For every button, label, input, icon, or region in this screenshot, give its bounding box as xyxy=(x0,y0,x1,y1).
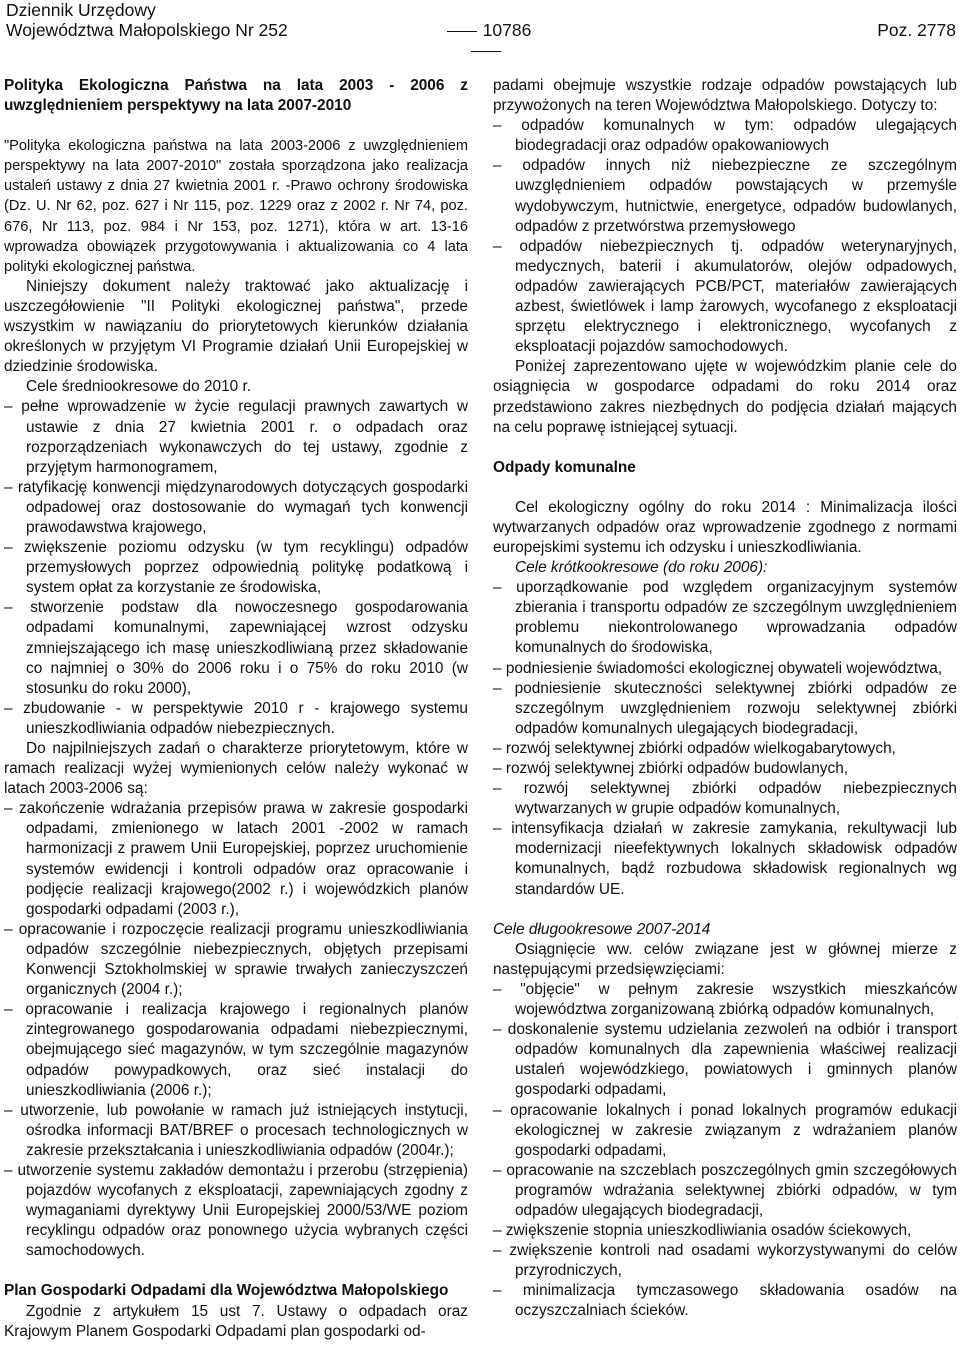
short-term-goals-label: Cele krótkookresowe (do roku 2006): xyxy=(515,559,768,577)
list-item: – odpadów komunalnych w tym: odpadów ulegających biodegradacji oraz odpadów opakowaniowych xyxy=(493,117,957,155)
publication-name: Dziennik Urzędowy xyxy=(6,0,156,20)
paragraph: Do najpilniejszych zadań o charakterze priorytetowym, które w ramach realizacji wyżej wymienionych celów należy wykonać w latach 2003-2006 są: xyxy=(4,740,468,798)
long-term-goals-label: Cele długookresowe 2007-2014 xyxy=(493,920,711,938)
list-item: – rozwój selektywnej zbiórki odpadów budowlanych, xyxy=(493,760,849,777)
list-item: – podniesienie świadomości ekologicznej obywateli województwa, xyxy=(493,659,943,677)
list-item: – doskonalenie systemu udzielania zezwoleń na odbiór i transport odpadów komunalnych dla zapewnienia właściwej realizacji ustaleń wojewódzkiego, powiatowych i gminnych planów gospodarki odpadami, xyxy=(493,1021,957,1099)
page-number: 10786 xyxy=(426,20,546,60)
list-item: – utworzenie, lub powołanie w ramach już istniejących instytucji, ośrodka informacji BAT/BREF o procesach technologicznych w zakresie przekształcania i unieszkodliwiania odpadów (2004r.); xyxy=(4,1101,468,1159)
list-item: – rozwój selektywnej zbiórki odpadów niebezpiecznych wytwarzanych w grupie odpadów komunalnych, xyxy=(493,780,957,818)
list-item: – intensyfikacja działań w zakresie zamykania, rekultywacji lub modernizacji nieefektywnych lokalnych składowisk odpadów komunalnych, bądź rozbudowa składowisk regionalnych wg standardów UE. xyxy=(493,820,957,898)
paragraph: padami obejmuje wszystkie rodzaje odpadów powstających lub przywożonych na teren Województwa Małopolskiego. Dotyczy to: xyxy=(493,77,957,115)
list-item: – opracowanie i realizacja krajowego i regionalnych planów zintegrowanego gospodarowania odpadami niebezpiecznymi, obejmującego sieć magazynów, w tym szczególnie magazynów odpadów powypadkowych, oraz sieć instalacji do unieszkodliwiania (2006 r.); xyxy=(4,1001,468,1099)
list-item: – pełne wprowadzenie w życie regulacji prawnych zawartych w ustawie z dnia 27 kwietnia 2001 r. o odpadach oraz rozporządzeniach wykonawczych do tej ustawy, zgodnie z przyjętym harmonogramem, xyxy=(4,398,468,476)
paragraph: Niniejszy dokument należy traktować jako aktualizację i uszczegółowienie "II Polityki ekologicznej państwa", przede wszystkim w nawiązaniu do priorytetowych kierunków działania określonych w przyjętym VI Programie działań Unii Europejskiej w dziedzinie środowiska. xyxy=(4,277,468,376)
list-item: – rozwój selektywnej zbiórki odpadów wielkogabarytowych, xyxy=(493,739,896,757)
list-item: – zwiększenie kontroli nad osadami wykorzystywanymi do celów przyrodniczych, xyxy=(493,1242,957,1280)
list-item: – opracowanie lokalnych i ponad lokalnych programów edukacji ekologicznej w zakresie związanym z wdrażaniem planów gospodarki odpadami, xyxy=(493,1101,957,1159)
policy-reference-paragraph: "Polityka ekologiczna państwa na lata 2003-2006 z uwzględnieniem perspektywy na lata 2007-2010" została sporządzona jako realizacja ustaleń ustawy z dnia 27 kwietnia 2001 r. -Prawo ochrony środowiska (Dz. U. Nr 62, poz. 627 i Nr 115, poz. 1229 oraz z 2002 r. Nr 74, poz. 676, Nr 113, poz. 984 i Nr 153, poz. 1271), która w art. 13-16 wprowadza obowiązek przygotowywania i aktualizowania co 4 lata polityki ekologicznej państwa. xyxy=(4,138,468,275)
paragraph: Cel ekologiczny ogólny do roku 2014 : Minimalizacja ilości wytwarzanych odpadów oraz wprowadzenie zgodnego z normami europejskimi systemu ich odzysku i unieszkodliwiania. xyxy=(493,498,957,556)
list-item: – utworzenie systemu zakładów demontażu i przerobu (strzępienia) pojazdów wycofanych z eksploatacji, zapewniających zgodny z wymaganiami dyrektywy Unii Europejskiej 2000/53/WE poziom recyklingu odpadów oraz ponownego użycia wybranych części samochodowych. xyxy=(4,1161,468,1260)
paragraph: Poniżej zaprezentowano ujęte w wojewódzkim planie cele do osiągnięcia w gospodarce odpadami do roku 2014 oraz przedstawiono zakres niezbędnych do podjęcia działań mających na celu poprawę istniejącej sytuacji. xyxy=(493,358,957,436)
paragraph: Osiągnięcie ww. celów związane jest w głównej mierze z następującymi przedsięwzięciami: xyxy=(493,940,957,978)
list-item: – zwiększenie stopnia unieszkodliwiania osadów ściekowych, xyxy=(493,1222,912,1240)
list-item: – minimalizacja tymczasowego składowania osadów na oczyszczalniach ścieków. xyxy=(493,1282,957,1320)
position-number: Poz. 2778 xyxy=(877,20,956,40)
section-heading-policy: Polityka Ekologiczna Państwa na lata 2003 - 2006 z uwzględnieniem perspektywy na lata 2007-2010 xyxy=(4,77,468,115)
list-item: – odpadów niebezpiecznych tj. odpadów weterynaryjnych, medycznych, baterii i akumulatorów, olejów odpadowych, odpadów zawierających PCB/PCT, materiałów zawierających azbest, świetlówek i lamp żarowych, wycofanego z eksploatacji sprzętu elektrycznego i elektronicznego, wycofanych z eksploatacji pojazdów samochodowych. xyxy=(493,237,957,356)
list-item: – zwiększenie poziomu odzysku (w tym recyklingu) odpadów przemysłowych poprzez odpowiednią politykę podatkową i system opłat za korzystanie ze środowiska, xyxy=(4,539,468,597)
left-column xyxy=(4,76,468,1358)
list-item: – opracowanie i rozpoczęcie realizacji programu unieszkodliwiania odpadów szczególnie niebezpiecznych, objętych przepisami Konwencji Sztokholmskiej w sprawie trwałych zanieczyszczeń organicznych (2004 r.); xyxy=(4,920,468,999)
list-item: – "objęcie" w pełnym zakresie wszystkich mieszkańców województwa zorganizowaną zbiórką odpadów komunalnych, xyxy=(493,980,957,1019)
list-item: – opracowanie na szczeblach poszczególnych gmin szczegółowych programów wdrażania selektywnej zbiórki odpadów, w tym odpadów ulegających biodegradacji, xyxy=(493,1161,957,1219)
list-item: – zakończenie wdrażania przepisów prawa w zakresie gospodarki odpadami, zmienionego w latach 2001 -2002 w ramach harmonizacji z prawem Unii Europejskiej, poprzez uruchomienie systemów ewidencji i kontroli odpadów oraz opracowanie i podjęcie realizacji krajowego(2002 r.) i wojewódzkich planów gospodarki odpadami (2003 r.), xyxy=(4,800,468,918)
right-column xyxy=(493,76,957,1358)
issue-number: Województwa Małopolskiego Nr 252 xyxy=(6,20,288,40)
list-item: – stworzenie podstaw dla nowoczesnego gospodarowania odpadami komunalnymi, zapewniającej wzrost odzysku zmniejszającego ich masę unieszkodliwianą przez składowanie co najmniej o 30% do 2006 roku i o 75% do roku 2010 (w stosunku do roku 2000), xyxy=(4,599,468,697)
list-item: – podniesienie skuteczności selektywnej zbiórki odpadów ze szczególnym uwzględnieniem rozwoju selektywnej zbiórki odpadów komunalnych ulegających biodegradacji, xyxy=(493,679,957,737)
section-heading-municipal-waste: Odpady komunalne xyxy=(493,458,636,476)
mid-term-goals-label: Cele średniookresowe do 2010 r. xyxy=(26,378,252,396)
list-item: – odpadów innych niż niebezpieczne ze szczególnym uwzględnieniem odpadów powstających w przemyśle wydobywczym, hutnictwie, energetyce, odpadów budowlanych, odpadów z przetwórstwa przemysłowego xyxy=(493,157,957,235)
list-item: – ratyfikację konwencji międzynarodowych dotyczących gospodarki odpadowej oraz dostosowanie do wymagań tych konwencji prawodawstwa krajowego, xyxy=(4,478,468,536)
list-item: – zbudowanie - w perspektywie 2010 r - krajowego systemu unieszkodliwiania odpadów niebezpiecznych. xyxy=(4,699,468,737)
paragraph: Zgodnie z artykułem 15 ust 7. Ustawy o odpadach oraz Krajowym Planem Gospodarki Odpadami plan gospodarki od- xyxy=(4,1302,468,1340)
page-header xyxy=(6,0,956,48)
list-item: – uporządkowanie pod względem organizacyjnym systemów zbierania i transportu odpadów ze szczególnym uwzględnieniem problemu niekontrolowanego wprowadzania odpadów komunalnych do środowiska, xyxy=(493,579,957,657)
section-heading-plan: Plan Gospodarki Odpadami dla Województwa Małopolskiego xyxy=(4,1282,449,1300)
